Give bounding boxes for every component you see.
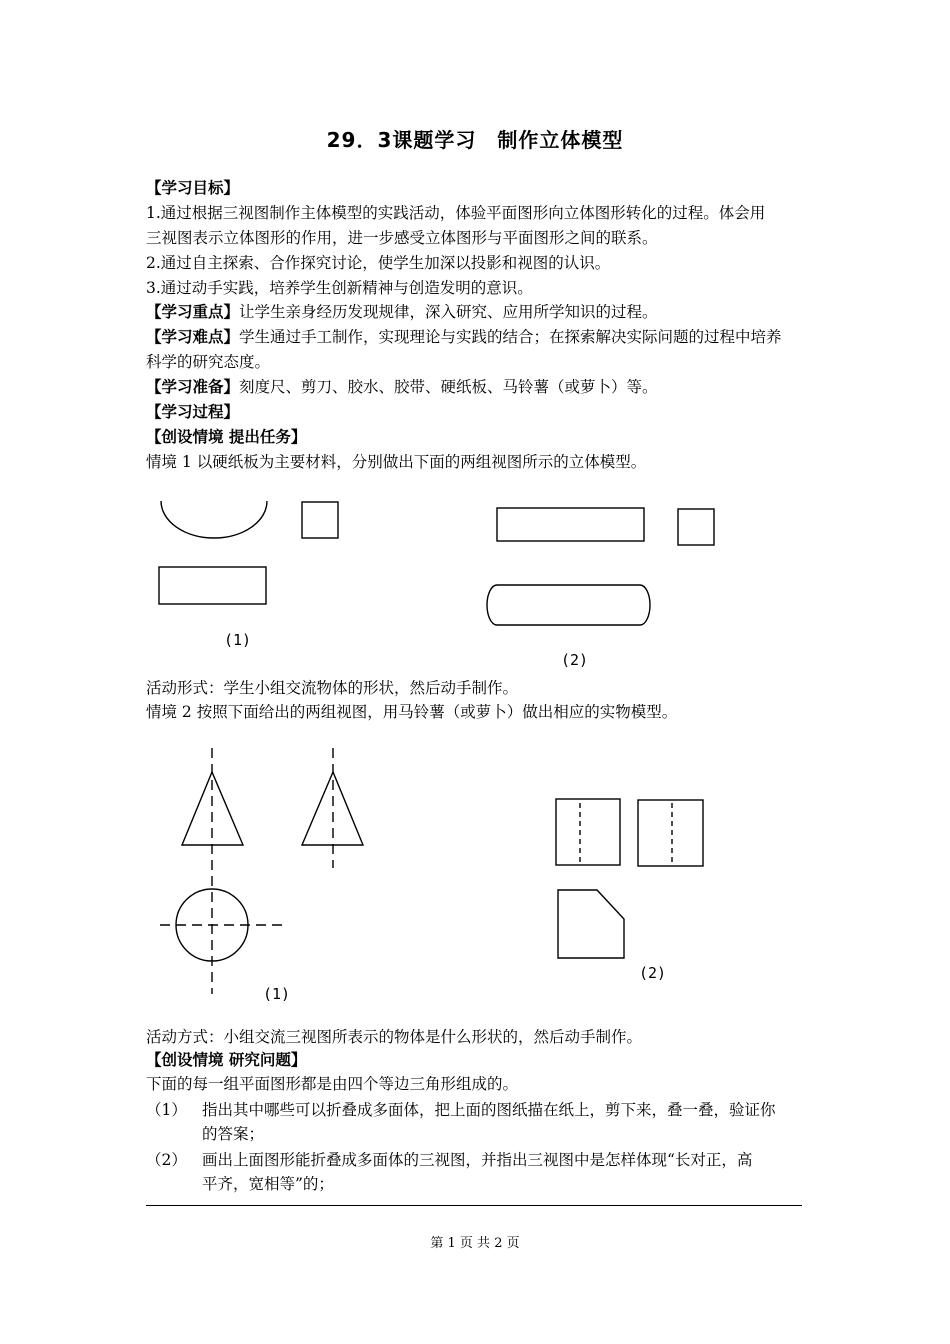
process-heading: 【学习过程】 [146, 403, 240, 421]
small-square-view-2 [678, 509, 714, 545]
goal-2: 2.通过自主探索、合作探究讨论，使学生加深以投影和视图的认识。 [146, 254, 611, 272]
question-2-number: （2） [146, 1151, 187, 1169]
question-2-line-b: 平齐，宽相等”的； [202, 1175, 334, 1193]
fig1-caption-2: (2) [561, 651, 589, 669]
rectangle-view-1 [159, 567, 266, 604]
question-2-line-a: 画出上面图形能折叠成多面体的三视图，并指出三视图中是怎样体现“长对正，高 [202, 1151, 753, 1169]
fig2-caption-1: (1) [263, 985, 291, 1003]
prep-text: 刻度尺、剪刀、胶水、胶带、硬纸板、马铃薯（或萝卜）等。 [239, 378, 658, 396]
front-view-square [556, 799, 620, 865]
goal-1-line-b: 三视图表示立体图形的作用，进一步感受立体图形与平面图形之间的联系。 [146, 229, 658, 247]
scene-2-text: 情境 2 按照下面给出的两组视图，用马铃薯（或萝卜）做出相应的实物模型。 [146, 703, 678, 721]
difficulty-text-b: 科学的研究态度。 [146, 353, 271, 371]
question-1-number: （1） [146, 1101, 187, 1119]
activity-1-text: 活动形式：学生小组交流物体的形状，然后动手制作。 [146, 679, 519, 697]
prep-heading: 【学习准备】 [146, 378, 240, 396]
activity-2-text: 活动方式：小组交流三视图所表示的物体是什么形状的，然后动手制作。 [146, 1028, 643, 1046]
page-number: 第 1 页 共 2 页 [430, 1236, 520, 1251]
key-text: 让学生亲身经历发现规律，深入研究、应用所学知识的过程。 [239, 303, 658, 321]
scene-1-text: 情境 1 以硬纸板为主要材料，分别做出下面的两组视图所示的立体模型。 [146, 453, 647, 471]
side-view-square [638, 800, 703, 866]
fig2-caption-2: (2) [639, 964, 667, 982]
semicircle-view [161, 501, 267, 538]
scene-heading: 【创设情境 提出任务】 [146, 428, 307, 446]
difficulty-heading: 【学习难点】 [146, 328, 240, 346]
question-1-line-a: 指出其中哪些可以折叠成多面体，把上面的图纸描在纸上，剪下来，叠一叠，验证你 [202, 1101, 776, 1119]
fig1-caption-1: (1) [224, 631, 252, 649]
difficulty-text-a: 学生通过手工制作，实现理论与实践的结合；在探索解决实际问题的过程中培养 [239, 328, 782, 346]
question-1-line-b: 的答案； [202, 1125, 265, 1143]
key-heading: 【学习重点】 [146, 303, 240, 321]
page-title: 29．3课题学习 制作立体模型 [326, 128, 624, 152]
top-view-cut-square [558, 890, 624, 958]
rounded-bar-view [487, 585, 650, 625]
goal-heading: 【学习目标】 [146, 179, 240, 197]
footer-divider [146, 1205, 802, 1206]
research-intro: 下面的每一组平面图形都是由四个等边三角形组成的。 [146, 1075, 519, 1093]
goal-1-line-a: 1.通过根据三视图制作主体模型的实践活动，体验平面图形向立体图形转化的过程。体会用 [146, 204, 766, 222]
goal-3: 3.通过动手实践，培养学生创新精神与创造发明的意识。 [146, 279, 533, 297]
research-heading: 【创设情境 研究问题】 [146, 1051, 307, 1069]
small-square-view-1 [302, 502, 338, 538]
long-rectangle-view [497, 508, 644, 541]
